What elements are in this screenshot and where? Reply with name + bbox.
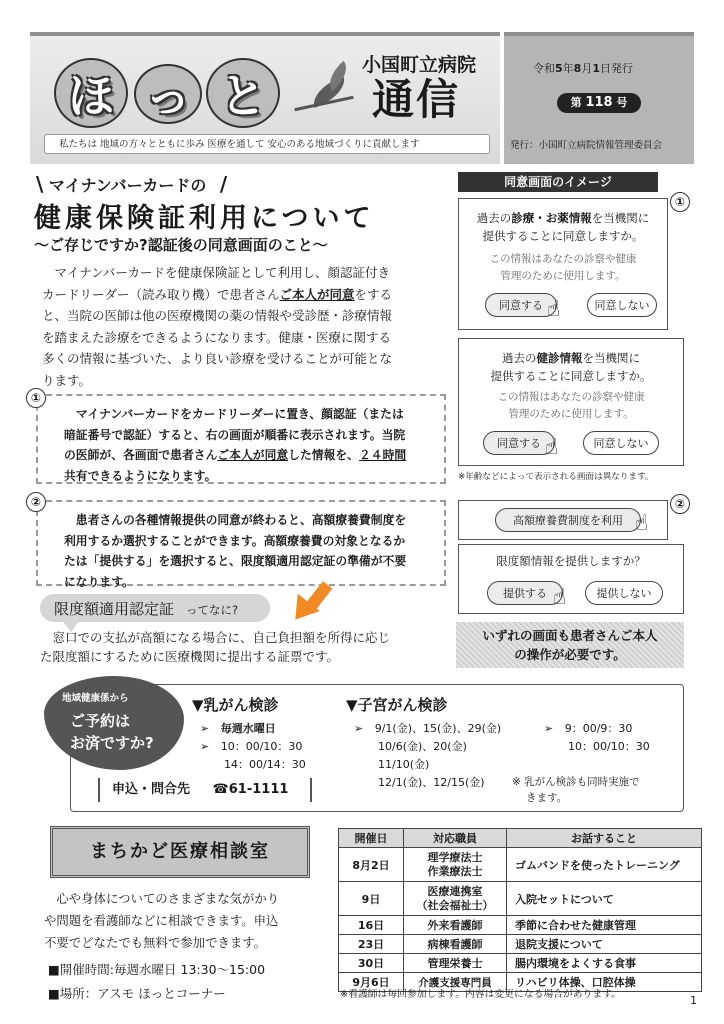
hand-pointer-icon: ☝ <box>547 297 561 322</box>
leaf-icon <box>290 72 370 122</box>
point-1-number: ① <box>26 388 46 408</box>
reservation-badge: 地域健康係から ご予約は お済ですか? <box>44 676 184 770</box>
hospital-name: 小国町立病院 <box>362 54 477 76</box>
article-intro: マイナンバーカードを健康保険証として利用し、顔認証付き カードリーダー（読み取り機）で患者さんご本人が同意をする と、当院の医師は他の医療機関の薬の情報や受診歴・診療情報 を踏まえた診療をできるようになります。健康・医療に関する 多くの情報に基づいた、より良い診療を受けることが可能とな ります。 <box>42 265 393 388</box>
table-header: 対応職員 <box>404 829 507 848</box>
screen-3-number: ② <box>670 494 690 514</box>
agree-button[interactable]: 同意する <box>485 293 557 317</box>
disagree-button[interactable]: 同意しない <box>583 431 659 455</box>
table-row: 30日 管理栄養士 腸内環境をよくする食事 <box>339 954 702 973</box>
page-number: 1 <box>690 994 697 1007</box>
hand-pointer-icon: ☝ <box>553 585 567 610</box>
consult-note: ※看護師は毎回参加します。内容は変更になる場合があります。 <box>340 989 621 1000</box>
consent-heading: 同意画面のイメージ <box>458 172 658 192</box>
limit-title-bubble: 限度額適用認定証 ってなに? <box>40 594 270 622</box>
issue-date: 令和5年8月1日発行 <box>533 62 633 75</box>
use-high-cost-button[interactable]: 高額療養費制度を利用 <box>495 508 641 532</box>
point-2-number: ② <box>26 492 46 512</box>
consent-note: ※年齢などによって表示される画面は異なります。 <box>458 472 654 482</box>
table-header: 開催日 <box>339 829 404 848</box>
article-subhead: ～ご存じですか?認証後の同意画面のこと～ <box>34 236 328 254</box>
point-2-box: 患者さんの各種情報提供の同意が終わると、高額療養費制度を 利用するか選択することができます。高額療養費の対象となるか たは「提供する」を選択すると、限度額適用認定証の準備が不要 になります。 <box>36 500 446 586</box>
table-row: 9月6日 介護支援専門員 リハビリ体操、口腔体操 <box>339 973 702 992</box>
table-row: 8月2日 理学療法士 作業療法士 ゴムバンドを使ったトレーニング <box>339 848 702 882</box>
table-row: 23日 病棟看護師 退院支援について <box>339 935 702 954</box>
table-row: 9日 医療連携室 （社会福祉士） 入院セットについて <box>339 882 702 916</box>
newsletter-logo <box>52 54 312 124</box>
consult-schedule-table <box>338 828 702 992</box>
publisher: 発行：小国町立病院情報管理委員会 <box>510 140 663 151</box>
screening-note: ※ 乳がん検診も同時実施で きます。 <box>512 776 640 804</box>
no-provide-button[interactable]: 提供しない <box>585 581 663 605</box>
consent-screen-3: 限度額情報を提供しますか？ 提供する ☝ 提供しない <box>458 544 684 614</box>
uterine-screening-title: ▼子宮がん検診 <box>346 696 448 714</box>
consent-footer: いずれの画面も患者さんご本人 の操作が必要です。 <box>456 622 684 668</box>
provide-button[interactable]: 提供する <box>487 581 563 605</box>
article-headline: 健康保険証利用について <box>34 203 375 234</box>
article-kicker: \ マイナンバーカードの / <box>36 172 228 196</box>
consent-screen-2: 過去の健診情報を当機関に 提供することに同意しますか。 この情報はあなたの診察や健康 管理のために使用します。 同意する ☝ 同意しない <box>458 338 684 466</box>
hand-pointer-icon: ☝ <box>545 435 559 460</box>
uterine-screening-dates: ➢ 9/1(金)、15(金)、29(金) 10/6(金)、20(金) 11/10(金) 12/1(金)、12/15(金) <box>354 722 502 789</box>
agree-button[interactable]: 同意する <box>483 431 555 455</box>
disagree-button[interactable]: 同意しない <box>587 293 657 317</box>
table-row: 16日 外来看護師 季節に合わせた健康管理 <box>339 916 702 935</box>
logo-char: っ <box>134 64 202 124</box>
newsletter-title: 通信 <box>372 75 461 124</box>
consult-description: 心や身体についてのさまざまな気がかり や問題を看護師などに相談できます。申込 不要でどなたでも無料で参加できます。 <box>44 891 280 950</box>
hand-pointer-icon: ☝ <box>635 511 649 536</box>
phone-icon: ☎ <box>212 782 229 797</box>
issue-number: 第 118 号 <box>557 93 641 113</box>
consult-title: まちかど医療相談室 <box>50 826 310 878</box>
consent-screen-1: 過去の診療・お薬情報を当機関に 提供することに同意しますか。 この情報はあなたの診察や健康 管理のために使用します。 同意する ☝ 同意しない <box>458 198 668 330</box>
tagline: 私たちは 地域の方々とともに歩み 医療を通して 安心のある地域づくりに貢献します <box>44 134 490 154</box>
arrow-icon <box>288 578 324 624</box>
point-1-box: マイナンバーカードをカードリーダーに置き、顔認証（または 暗証番号で認証）すると、右の画面が順番に表示されます。当院 の医師が、各画面で患者さんご本人が同意した情報を、２４時間 共有できるようになります。 <box>36 394 446 484</box>
limit-description: 窓口での支払が高額になる場合に、自己負担額を所得に応じ た限度額にするために医療機関に提出する証票です。 <box>40 630 391 664</box>
logo-char: ほ <box>54 58 128 128</box>
uterine-screening-times: ➢ 9：00/9：30 10：00/10：30 <box>544 722 650 753</box>
screen-1-number: ① <box>670 192 690 212</box>
logo-char: と <box>206 58 280 128</box>
consult-details: ■開催時間:毎週水曜日 13:30～15:00 ■場所：アスモ ほっとコーナー <box>48 962 266 1001</box>
consent-screen-3-top <box>458 500 668 540</box>
contact: 申込・問合先 ☎61-1111 <box>98 778 312 802</box>
breast-screening-title: ▼乳がん検診 <box>192 696 279 714</box>
breast-screening-schedule: ➢ 毎週水曜日 ➢ 10：00/10：30 14：00/14：30 <box>200 722 306 771</box>
table-header: お話すること <box>507 829 702 848</box>
